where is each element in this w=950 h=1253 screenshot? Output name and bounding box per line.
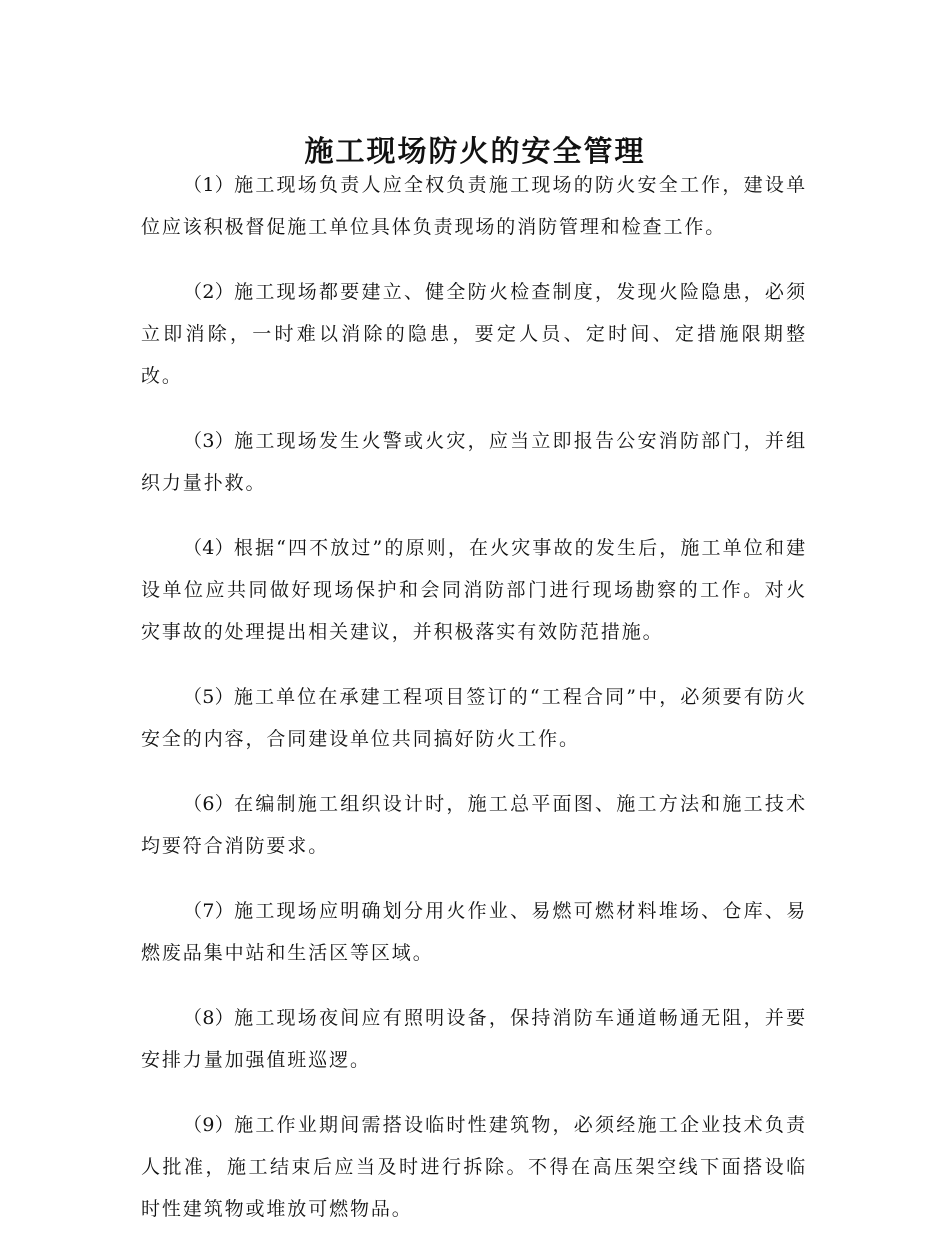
paragraph-1 — [141, 164, 807, 248]
paragraph-text: 根据“四不放过”的原则，在火灾事故的发生后，施工单位和建设单位应共同做好现场保护和会同消防部门进行现场勘察的工作。对火灾事故的处理提出相关建议，并积极落实有效防范措施。 — [141, 537, 807, 643]
paragraph-number: （1） — [183, 174, 235, 196]
paragraph-text: 施工现场都要建立、健全防火检查制度，发现火险隐患，必须立即消除，一时难以消除的隐患，要定人员、定时间、定措施限期整改。 — [141, 281, 807, 387]
paragraph-number: （9） — [183, 1114, 235, 1136]
paragraph-3 — [141, 420, 807, 504]
paragraph-text: 施工现场夜间应有照明设备，保持消防车通道畅通无阻，并要安排力量加强值班巡逻。 — [141, 1007, 807, 1071]
paragraph-text: 施工现场负责人应全权负责施工现场的防火安全工作，建设单位应该积极督促施工单位具体负责现场的消防管理和检查工作。 — [141, 174, 807, 238]
paragraph-9 — [141, 1104, 807, 1230]
paragraph-number: （7） — [183, 900, 235, 922]
paragraph-text: 施工作业期间需搭设临时性建筑物，必须经施工企业技术负责人批准，施工结束后应当及时进行拆除。不得在高压架空线下面搭设临时性建筑物或堆放可燃物品。 — [141, 1114, 807, 1220]
paragraph-number: （6） — [183, 793, 235, 815]
paragraph-text: 施工现场发生火警或火灾，应当立即报告公安消防部门，并组织力量扑救。 — [141, 430, 807, 494]
paragraph-text: 在编制施工组织设计时，施工总平面图、施工方法和施工技术均要符合消防要求。 — [141, 793, 807, 857]
paragraph-8 — [141, 997, 807, 1081]
paragraph-6 — [141, 783, 807, 867]
paragraph-7 — [141, 890, 807, 974]
paragraph-5 — [141, 676, 807, 760]
paragraph-text: 施工单位在承建工程项目签订的“工程合同”中，必须要有防火安全的内容，合同建设单位共同搞好防火工作。 — [141, 686, 807, 750]
document-body — [141, 164, 807, 1253]
paragraph-number: （3） — [183, 430, 235, 452]
document-title: 施工现场防火的安全管理 — [304, 134, 646, 169]
paragraph-number: （8） — [183, 1007, 235, 1029]
paragraph-number: （4） — [183, 537, 234, 559]
paragraph-4 — [141, 527, 807, 653]
paragraph-number: （5） — [183, 686, 234, 708]
paragraph-2 — [141, 271, 807, 397]
paragraph-number: （2） — [183, 281, 235, 303]
paragraph-text: 施工现场应明确划分用火作业、易燃可燃材料堆场、仓库、易燃废品集中站和生活区等区域。 — [141, 900, 807, 964]
